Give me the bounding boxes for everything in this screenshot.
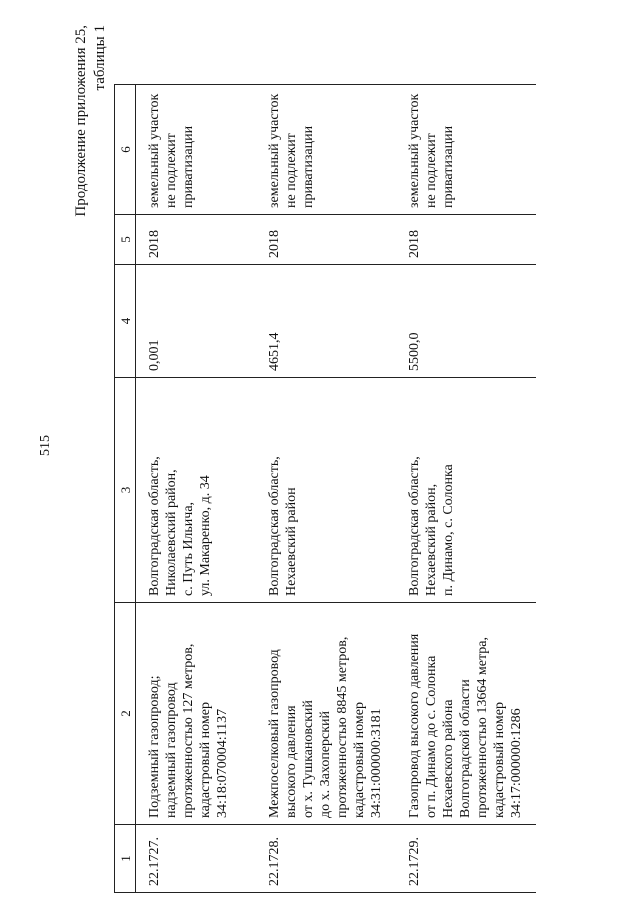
note-line: приватизации (300, 125, 316, 208)
note-line: не подлежит (423, 133, 439, 208)
address-cell (396, 378, 536, 603)
address-line: ул. Макаренко, д. 34 (198, 475, 213, 596)
address-line: с. Путь Ильича, (181, 501, 196, 596)
table-caption (72, 25, 110, 255)
address-line: Николаевский район, (164, 469, 179, 596)
caption-line-1: Продолжение приложения 25, (73, 25, 89, 217)
address-line: Нехаевский район, (423, 483, 439, 596)
object-name-line: Нехаевского района (440, 699, 456, 818)
object-name-line: протяженностью 13664 метра, (474, 637, 490, 818)
year-text: 2018 (266, 230, 282, 258)
note-cell (256, 85, 396, 215)
object-name-line: Газопровод высокого давления (406, 633, 422, 818)
note-cell (136, 85, 256, 215)
year-text: 2018 (147, 230, 162, 258)
object-name-line: Межпоселковый газопровод (266, 649, 282, 818)
page-number: 515 (38, 435, 53, 456)
object-name-line: кадастровый номер (198, 702, 213, 818)
value-text: 5500,0 (406, 332, 422, 371)
value-cell (256, 265, 396, 378)
object-name-line: 34:18:070004:1137 (215, 708, 230, 818)
address-line: Нехаевский район (283, 487, 299, 596)
caption-line-2: таблицы 1 (92, 25, 108, 91)
object-name-cell (136, 603, 256, 825)
note-line: земельный участок (147, 93, 162, 208)
object-name-line: кадастровый номер (491, 702, 507, 818)
year-cell (396, 215, 536, 265)
note-line: приватизации (440, 125, 456, 208)
object-name-line: от х. Тушкановский (300, 700, 316, 818)
note-line: не подлежит (164, 133, 179, 208)
object-name-line: 34:31:000000:3181 (368, 708, 384, 818)
header-col-4: 4 (115, 265, 136, 378)
object-name-line: надземный газопровод (164, 682, 179, 818)
address-line: Волгоградская область, (406, 456, 422, 596)
note-line: не подлежит (283, 133, 299, 208)
object-name-cell (256, 603, 396, 825)
object-name-line: 34:17:000000:1286 (508, 708, 524, 818)
header-col-2: 2 (115, 603, 136, 825)
note-line: приватизации (181, 125, 196, 208)
table-row (136, 85, 256, 893)
object-name-line: Подземный газопровод; (147, 675, 162, 818)
object-name-line: протяженностью 8845 метров, (334, 636, 350, 818)
value-text: 0,001 (147, 339, 162, 371)
address-line: Волгоградская область, (147, 456, 162, 596)
year-cell (256, 215, 396, 265)
address-line: Волгоградская область, (266, 456, 282, 596)
object-name-line: Волгоградской области (457, 679, 473, 818)
note-cell (396, 85, 536, 215)
row-number: 22.1728. (266, 837, 282, 886)
address-line: п. Динамо, с. Солонка (440, 464, 456, 596)
value-text: 4651,4 (266, 332, 282, 371)
address-cell (256, 378, 396, 603)
value-cell (136, 265, 256, 378)
row-number: 22.1729. (406, 837, 422, 886)
object-name-line: протяженностью 127 метров, (181, 643, 196, 818)
object-name-line: от п. Динамо до с. Солонка (423, 655, 439, 818)
object-name-line: до х. Захоперский (317, 710, 333, 818)
header-col-1: 1 (115, 825, 136, 893)
address-cell (136, 378, 256, 603)
header-col-5: 5 (115, 215, 136, 265)
row-number-cell (256, 825, 396, 893)
header-col-6: 6 (115, 85, 136, 215)
header-col-3: 3 (115, 378, 136, 603)
header-row (115, 85, 136, 893)
note-line: земельный участок (406, 93, 422, 208)
object-name-line: кадастровый номер (351, 702, 367, 818)
table-row (396, 85, 536, 893)
table-row (256, 85, 396, 893)
value-cell (396, 265, 536, 378)
row-number-cell (396, 825, 536, 893)
object-name-line: высокого давления (283, 705, 299, 818)
property-table (114, 84, 536, 893)
row-number-cell (136, 825, 256, 893)
year-cell (136, 215, 256, 265)
row-number: 22.1727. (147, 837, 162, 886)
year-text: 2018 (406, 230, 422, 258)
object-name-cell (396, 603, 536, 825)
note-line: земельный участок (266, 93, 282, 208)
